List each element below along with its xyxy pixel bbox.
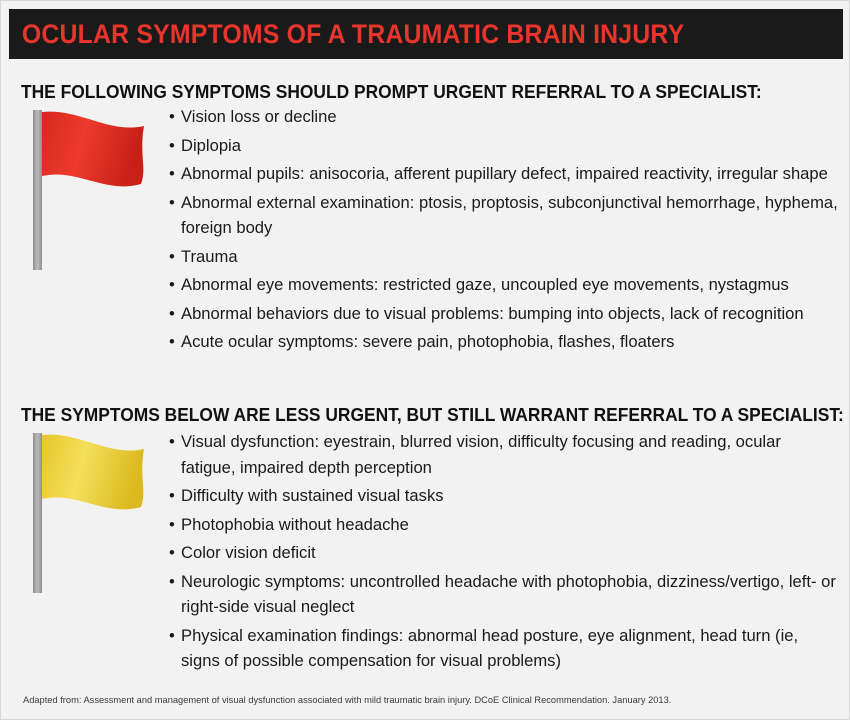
symptom-list-urgent xyxy=(169,104,839,358)
list-item: • Difficulty with sustained visual tasks xyxy=(169,483,839,509)
list-item: • Abnormal behaviors due to visual problems: bumping into objects, lack of recognition xyxy=(169,301,839,327)
page-title: OCULAR SYMPTOMS OF A TRAUMATIC BRAIN INJURY xyxy=(21,18,685,49)
list-item: • Neurologic symptoms: uncontrolled headache with photophobia, dizziness/vertigo, left- or right-side visual neglect xyxy=(169,569,839,620)
list-item: • Vision loss or decline xyxy=(169,104,839,130)
list-item: • Visual dysfunction: eyestrain, blurred vision, difficulty focusing and reading, ocular fatigue, impaired depth perception xyxy=(169,429,839,480)
list-item: • Abnormal pupils: anisocoria, afferent pupillary defect, impaired reactivity, irregular shape xyxy=(169,161,839,187)
title-bar xyxy=(9,9,843,59)
list-item: • Photophobia without headache xyxy=(169,512,839,538)
section-heading-urgent: THE FOLLOWING SYMPTOMS SHOULD PROMPT URGENT REFERRAL TO A SPECIALIST: xyxy=(21,81,762,102)
list-item: • Abnormal eye movements: restricted gaze, uncoupled eye movements, nystagmus xyxy=(169,272,839,298)
list-item: • Trauma xyxy=(169,244,839,270)
list-item: • Physical examination findings: abnormal head posture, eye alignment, head turn (ie, signs of possible compensation for visual problems) xyxy=(169,623,839,674)
list-item: • Color vision deficit xyxy=(169,540,839,566)
list-item: • Acute ocular symptoms: severe pain, photophobia, flashes, floaters xyxy=(169,329,839,355)
list-item: • Diplopia xyxy=(169,133,839,159)
symptom-list-less-urgent xyxy=(169,429,839,677)
list-item: • Abnormal external examination: ptosis, proptosis, subconjunctival hemorrhage, hyphema, foreign body xyxy=(169,190,839,241)
section-heading-less-urgent: THE SYMPTOMS BELOW ARE LESS URGENT, BUT STILL WARRANT REFERRAL TO A SPECIALIST: xyxy=(21,404,844,425)
red-flag-icon xyxy=(19,106,169,296)
source-note: Adapted from: Assessment and management of visual dysfunction associated with mild traumatic brain injury. DCoE Clinical Recommendation. January 2013. xyxy=(23,695,672,705)
yellow-flag-icon xyxy=(19,429,169,619)
